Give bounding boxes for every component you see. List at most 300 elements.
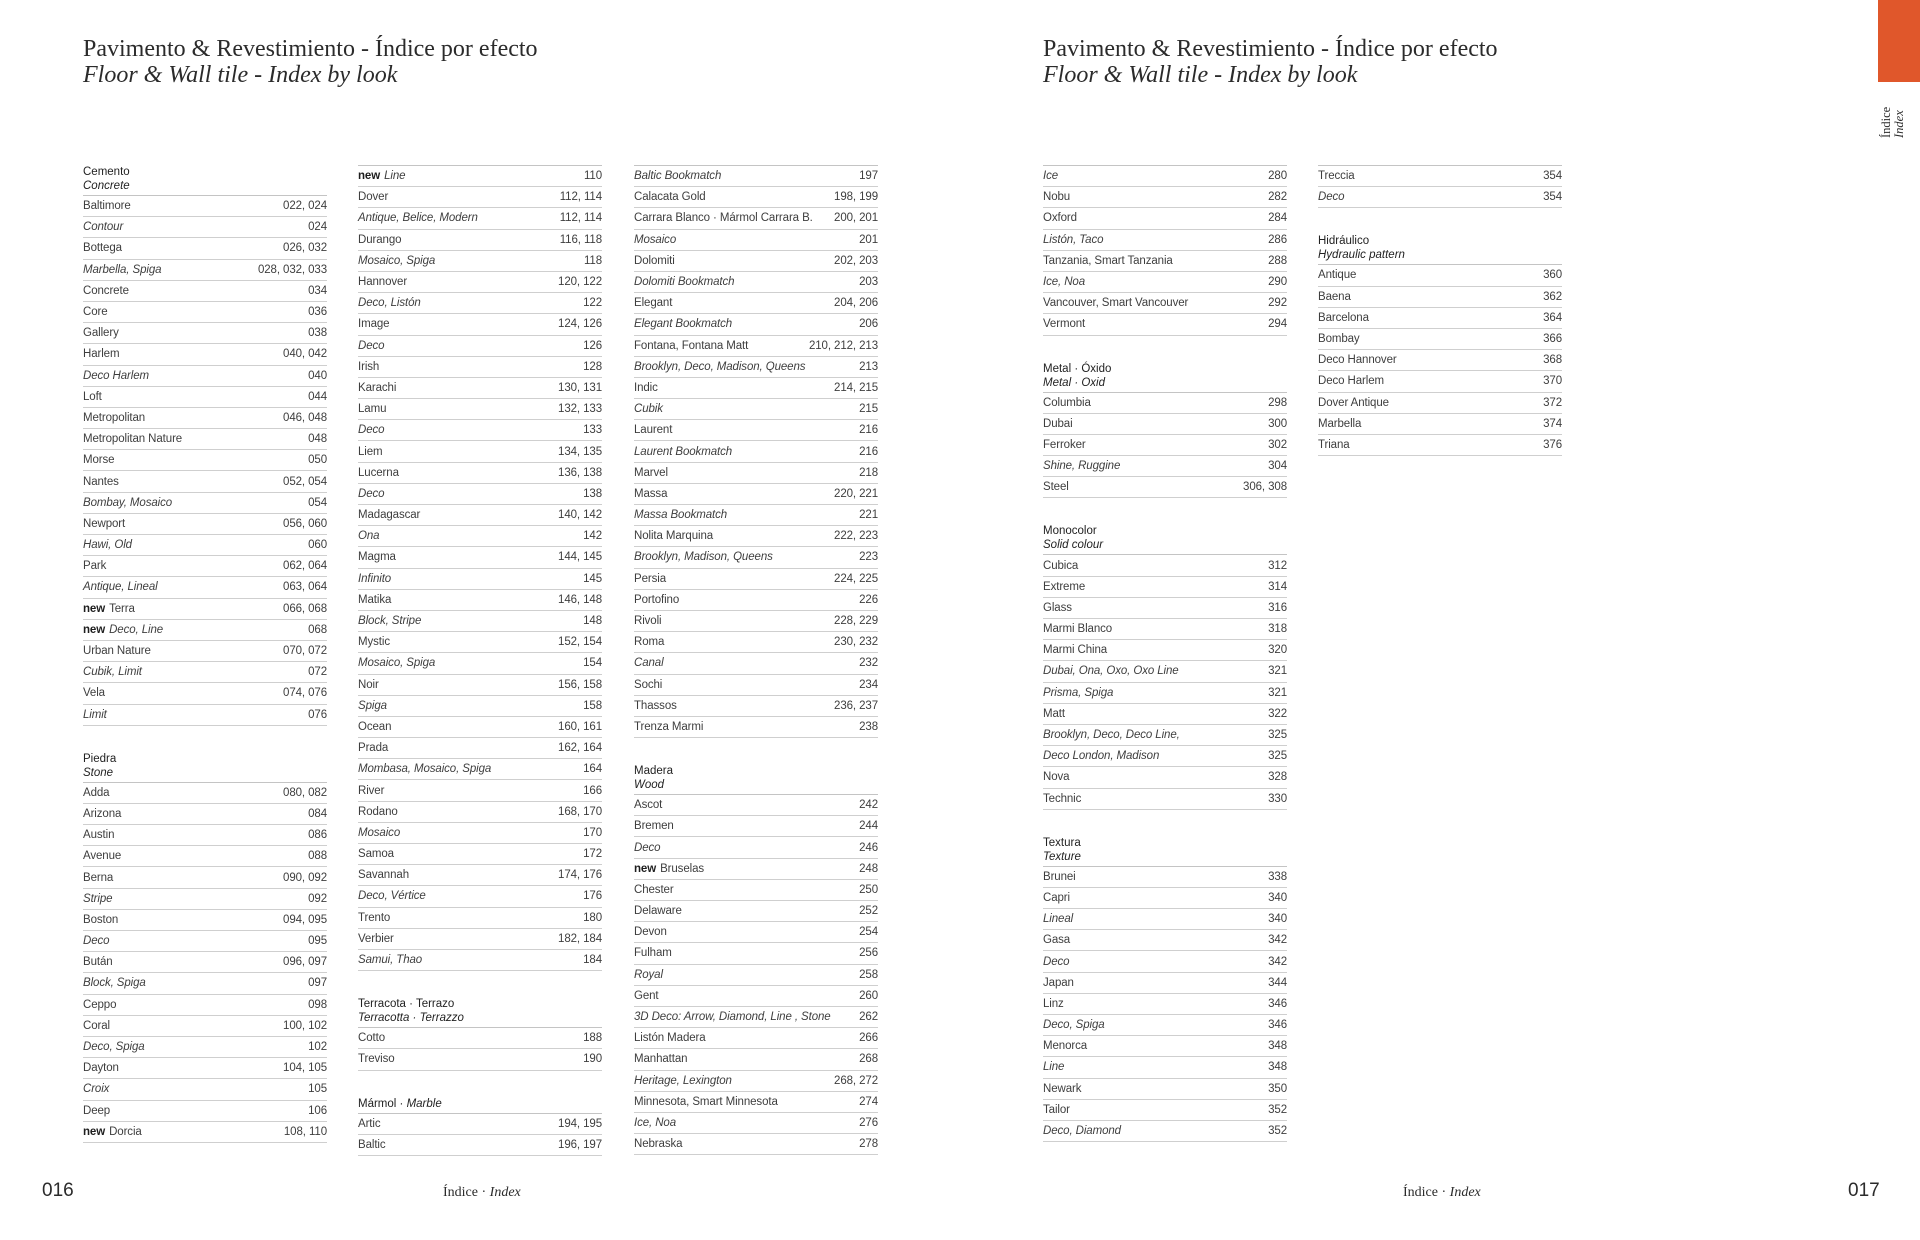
index-row [1318, 393, 1562, 414]
collection-name [1318, 375, 1384, 387]
collection-name [83, 560, 106, 572]
index-row [83, 514, 327, 535]
collection-name-text: Nolita Marquina [634, 530, 714, 543]
collection-name-text: Elegant [634, 297, 673, 310]
collection-name [634, 969, 663, 981]
collection-name [634, 1032, 706, 1044]
index-row [634, 859, 878, 880]
collection-name-text: Deco, Spiga [1043, 1019, 1105, 1032]
index-row [83, 493, 327, 514]
index-row [1043, 477, 1287, 498]
index-row [1043, 867, 1287, 888]
page-reference: 026, 032 [283, 242, 327, 255]
collection-name-text: Japan [1043, 976, 1074, 989]
page-reference: 374 [1543, 417, 1562, 430]
collection-name [1318, 191, 1344, 203]
collection-name-text: Elegant Bookmatch [634, 318, 733, 331]
collection-name [358, 318, 389, 330]
page-reference: 204, 206 [834, 297, 878, 310]
collection-name-text: Thassos [634, 699, 677, 712]
collection-name-text: Sochi [634, 678, 663, 691]
page-reference: 172 [583, 848, 602, 861]
right-page-header [1043, 36, 1498, 88]
page-reference: 350 [1268, 1082, 1287, 1095]
index-row [358, 208, 602, 229]
page-reference: 072 [308, 666, 327, 679]
index-row [83, 577, 327, 598]
collection-name [358, 827, 400, 839]
index-row [358, 569, 602, 590]
section-heading [358, 1097, 602, 1113]
page-reference: 346 [1268, 997, 1287, 1010]
index-row [358, 166, 602, 187]
collection-name [358, 679, 379, 691]
page-reference: 320 [1268, 644, 1287, 657]
collection-name-text: Bremen [634, 820, 674, 833]
index-row [358, 738, 602, 759]
section-title-es: Monocolor [1043, 525, 1097, 538]
collection-name-text: Infinito [358, 572, 392, 585]
index-row [1043, 555, 1287, 576]
page-reference: 134, 135 [558, 445, 602, 458]
index-list [358, 1027, 602, 1070]
page-reference: 298 [1268, 396, 1287, 409]
collection-name-text: Antique [1318, 269, 1357, 282]
collection-name-text: Minnesota, Smart Minnesota [634, 1095, 778, 1108]
collection-name-text: Royal [634, 968, 663, 981]
index-row [358, 314, 602, 335]
collection-name [1318, 439, 1350, 451]
collection-name-text: Cubik [634, 403, 663, 416]
collection-name [83, 914, 118, 926]
page-reference: 348 [1268, 1061, 1287, 1074]
collection-name [358, 573, 391, 585]
collection-name-text: Laurent Bookmatch [634, 445, 733, 458]
collection-name [358, 212, 478, 224]
footer-separator: · [477, 1185, 490, 1200]
collection-name [83, 518, 125, 530]
page-reference: 036 [308, 306, 327, 319]
index-row [1043, 973, 1287, 994]
collection-name [1043, 623, 1112, 635]
collection-name-text: Verbier [358, 932, 394, 945]
collection-name-text: Dolomiti [634, 254, 675, 267]
index-row [634, 675, 878, 696]
collection-name [1043, 871, 1076, 883]
collection-name-text: Deco Harlem [1318, 375, 1385, 388]
index-row [358, 1049, 602, 1070]
index-row [1043, 930, 1287, 951]
collection-name [634, 382, 658, 394]
collection-name [1043, 892, 1070, 904]
collection-name [1043, 560, 1078, 572]
collection-name-text: Indic [634, 381, 658, 394]
index-row [1043, 746, 1287, 767]
collection-name [1043, 977, 1074, 989]
page-reference: 252 [859, 905, 878, 918]
section-subtitle: Stone [83, 766, 114, 779]
index-row [358, 780, 602, 801]
index-row [1043, 208, 1287, 229]
collection-name-text: Core [83, 306, 108, 319]
collection-name-text: Heritage, Lexington [634, 1074, 732, 1087]
collection-name [358, 170, 405, 182]
section-title [1318, 234, 1562, 248]
collection-name [634, 721, 703, 733]
index-row [83, 556, 327, 577]
collection-name-text: Rivoli [634, 615, 662, 628]
collection-name-text: Laurent [634, 424, 673, 437]
page-reference: 254 [859, 926, 878, 939]
collection-name-text: Ice, Noa [1043, 276, 1086, 289]
collection-name [358, 869, 409, 881]
index-row [1043, 314, 1287, 335]
collection-name-text: Shine, Ruggine [1043, 460, 1121, 473]
page-reference: 288 [1268, 254, 1287, 267]
collection-name [1043, 191, 1070, 203]
collection-name [83, 285, 129, 297]
collection-name-text: Mosaico, Spiga [358, 657, 436, 670]
page-reference: 122 [583, 297, 602, 310]
collection-name [358, 594, 391, 606]
index-row [1043, 272, 1287, 293]
page-reference: 282 [1268, 191, 1287, 204]
index-row [1318, 371, 1562, 392]
collection-name [634, 170, 721, 182]
collection-name-text: Boston [83, 913, 119, 926]
collection-name-text: Vancouver, Smart Vancouver [1043, 297, 1189, 310]
collection-name [358, 424, 384, 436]
index-row [1318, 414, 1562, 435]
index-row [634, 463, 878, 484]
page-reference: 286 [1268, 233, 1287, 246]
page-reference: 318 [1268, 623, 1287, 636]
page-reference: 321 [1268, 686, 1287, 699]
collection-name-text: Manhattan [634, 1053, 688, 1066]
page-reference: 142 [583, 530, 602, 543]
page-reference: 228, 229 [834, 615, 878, 628]
index-row [358, 399, 602, 420]
page-title-en: Floor & Wall tile - Index by look [83, 62, 398, 88]
collection-name [634, 700, 677, 712]
page-reference: 284 [1268, 212, 1287, 225]
collection-name-text: Morse [83, 454, 115, 467]
page-reference: 260 [859, 989, 878, 1002]
index-row [1043, 619, 1287, 640]
section-title [358, 997, 602, 1011]
page-reference: 128 [583, 360, 602, 373]
collection-name-text: Liem [358, 445, 383, 458]
collection-name [634, 990, 659, 1002]
collection-name-text: Image [358, 318, 390, 331]
collection-name-text: Baltimore [83, 200, 131, 213]
page-reference: 095 [308, 935, 327, 948]
collection-name-text: Newark [1043, 1082, 1082, 1095]
collection-name [83, 787, 109, 799]
collection-name [634, 573, 666, 585]
collection-name [1043, 1125, 1121, 1137]
index-row [358, 251, 602, 272]
page-reference: 325 [1268, 750, 1287, 763]
collection-name [1318, 170, 1355, 182]
index-row [358, 336, 602, 357]
index-list [1318, 165, 1562, 208]
page-reference: 162, 164 [558, 742, 602, 755]
index-row [83, 1058, 327, 1079]
page-reference: 328 [1268, 771, 1287, 784]
section-subtitle: Wood [634, 779, 665, 792]
collection-name [634, 551, 773, 563]
collection-name [634, 297, 672, 309]
index-row [1043, 1036, 1287, 1057]
collection-name [358, 806, 398, 818]
collection-name-text: Bombay, Mosaico [83, 496, 173, 509]
collection-name-text: Canal [634, 657, 664, 670]
collection-name-text: Portofino [634, 593, 680, 606]
page-reference: 094, 095 [283, 913, 327, 926]
index-row [358, 632, 602, 653]
collection-name [1043, 212, 1077, 224]
section-title-es: Piedra [83, 752, 117, 765]
section-title-es: Hidráulico [1318, 235, 1370, 248]
collection-name-text: Durango [358, 233, 402, 246]
page-reference: 366 [1543, 333, 1562, 346]
index-section [1043, 524, 1287, 809]
collection-name [1043, 708, 1065, 720]
page-reference: 316 [1268, 601, 1287, 614]
page-reference: 306, 308 [1243, 481, 1287, 494]
page-reference: 034 [308, 284, 327, 297]
page-reference: 116, 118 [559, 233, 602, 246]
collection-name [634, 318, 732, 330]
collection-name [634, 1075, 732, 1087]
collection-name [634, 255, 675, 267]
page-reference: 340 [1268, 913, 1287, 926]
index-section [83, 752, 327, 1143]
index-row [358, 547, 602, 568]
page-reference: 088 [308, 850, 327, 863]
collection-name-text: Antique, Belice, Modern [358, 212, 478, 225]
section-subtitle: Texture [1043, 850, 1081, 863]
collection-name [634, 509, 727, 521]
index-row [358, 865, 602, 886]
collection-name-text: Prisma, Spiga [1043, 686, 1114, 699]
collection-name-text: Gasa [1043, 934, 1071, 947]
page-title-es: Pavimento & Revestimiento - Índice por efecto [1043, 36, 1498, 62]
collection-name [634, 820, 674, 832]
index-list [1318, 264, 1562, 456]
index-row [634, 1049, 878, 1070]
collection-name [83, 1020, 110, 1032]
index-row [634, 795, 878, 816]
index-row [83, 846, 327, 867]
page-reference: 090, 092 [283, 871, 327, 884]
page-reference: 292 [1268, 297, 1287, 310]
collection-name [634, 212, 813, 224]
footer-index-en: Index [489, 1185, 521, 1200]
page-reference: 120, 122 [558, 276, 602, 289]
collection-name [358, 382, 396, 394]
page-reference: 354 [1543, 191, 1562, 204]
collection-name-text: Triana [1318, 438, 1350, 451]
index-row [634, 816, 878, 837]
index-row [634, 441, 878, 462]
index-row [1043, 414, 1287, 435]
page-reference: 224, 225 [834, 572, 878, 585]
page-reference: 145 [583, 572, 602, 585]
index-row [634, 569, 878, 590]
index-row [83, 429, 327, 450]
collection-name-text: Austin [83, 829, 115, 842]
collection-name [634, 1138, 682, 1150]
collection-name [358, 340, 384, 352]
page-reference: 256 [859, 947, 878, 960]
page-reference: 360 [1543, 269, 1562, 282]
collection-name-text: Ocean [358, 720, 392, 733]
index-row [358, 908, 602, 929]
index-column-3 [634, 165, 878, 1181]
page-reference: 050 [308, 454, 327, 467]
index-row [358, 1135, 602, 1156]
collection-name-text: Gallery [83, 327, 119, 340]
page-reference: 098 [308, 998, 327, 1011]
collection-name [634, 842, 660, 854]
index-section [1043, 836, 1287, 1142]
collection-name-text: Deco Harlem [83, 369, 150, 382]
page-reference: 070, 072 [283, 645, 327, 658]
index-section [358, 997, 602, 1070]
collection-name-text: Hannover [358, 276, 408, 289]
page-reference: 280 [1268, 170, 1287, 183]
page-reference: 112, 114 [559, 212, 602, 225]
collection-name [83, 666, 142, 678]
page-reference: 246 [859, 841, 878, 854]
collection-name [634, 884, 674, 896]
index-row [634, 880, 878, 901]
index-row [358, 484, 602, 505]
index-section [358, 165, 602, 971]
collection-name-text: Metropolitan Nature [83, 433, 183, 446]
index-row [1043, 393, 1287, 414]
collection-name [1043, 771, 1069, 783]
page-reference: 370 [1543, 375, 1562, 388]
collection-name [358, 488, 384, 500]
index-section [83, 165, 327, 726]
index-row [634, 399, 878, 420]
page-reference: 213 [859, 360, 878, 373]
index-column-4 [1043, 165, 1287, 1168]
page-reference: 126 [583, 339, 602, 352]
index-row [634, 837, 878, 858]
index-list [1043, 554, 1287, 809]
page-reference: 124, 126 [558, 318, 602, 331]
section-title-es: Madera [634, 765, 673, 778]
collection-name-text: Ice, Noa [634, 1116, 677, 1129]
index-row [634, 1113, 878, 1134]
new-label: new [83, 602, 106, 615]
collection-name-text: Treccia [1318, 170, 1355, 183]
page-reference: 040, 042 [283, 348, 327, 361]
collection-name-text: Listón Madera [634, 1032, 706, 1045]
collection-name-text: Brunei [1043, 870, 1076, 883]
section-heading [1043, 362, 1287, 392]
index-section [1318, 234, 1562, 456]
section-title-es: Mármol [358, 1097, 397, 1110]
index-row [634, 632, 878, 653]
collection-name-text: Deco London, Madison [1043, 750, 1160, 763]
collection-name-text: Marmi Blanco [1043, 623, 1113, 636]
section-title-es: Metal · Óxido [1043, 362, 1112, 375]
index-column-2 [358, 165, 602, 1182]
collection-name [634, 615, 662, 627]
index-row [634, 230, 878, 251]
page-reference: 348 [1268, 1040, 1287, 1053]
page-reference: 102 [308, 1041, 327, 1054]
page-reference: 322 [1268, 707, 1287, 720]
collection-name [358, 234, 401, 246]
index-section [1318, 165, 1562, 208]
index-row [83, 705, 327, 726]
collection-name [634, 947, 672, 959]
index-row [1043, 1057, 1287, 1078]
index-row [358, 717, 602, 738]
collection-name-text: Deco [83, 935, 110, 948]
collection-name [1043, 602, 1072, 614]
index-row [358, 463, 602, 484]
collection-name [634, 1053, 687, 1065]
collection-name-text: Terra [109, 602, 135, 615]
collection-name-text: Marmi China [1043, 644, 1108, 657]
index-row [1318, 435, 1562, 456]
index-row [634, 590, 878, 611]
collection-name [1043, 439, 1086, 451]
side-label-en: Index [1892, 110, 1906, 138]
page-reference: 244 [859, 820, 878, 833]
index-row [358, 230, 602, 251]
page-reference: 222, 223 [834, 530, 878, 543]
collection-name-text: Magma [358, 551, 396, 564]
section-title: Mármol · Marble [358, 1097, 442, 1110]
index-row [358, 653, 602, 674]
collection-name [634, 1117, 676, 1129]
page-reference: 180 [583, 911, 602, 924]
new-label: new [83, 623, 106, 636]
index-row [358, 187, 602, 208]
index-row [83, 1122, 327, 1143]
collection-name [634, 467, 668, 479]
collection-name [83, 808, 121, 820]
index-list [1043, 165, 1287, 336]
collection-name-text: Metropolitan [83, 411, 146, 424]
collection-name-text: Dubai, Ona, Oxo, Oxo Line [1043, 665, 1179, 678]
collection-name-text: Bottega [83, 242, 122, 255]
collection-name-text: Madagascar [358, 509, 421, 522]
collection-name-text: Karachi [358, 381, 397, 394]
collection-name [83, 872, 113, 884]
section-subtitle: Solid colour [1043, 539, 1104, 552]
collection-name-text: Concrete [83, 284, 129, 297]
index-row [83, 641, 327, 662]
collection-name [1043, 255, 1173, 267]
collection-name-text: Artic [358, 1117, 381, 1130]
index-row [634, 1007, 878, 1028]
page-reference: 234 [859, 678, 878, 691]
right-page-number: 017 [1848, 1180, 1880, 1201]
section-title [83, 165, 327, 179]
collection-name-text: Avenue [83, 850, 122, 863]
page-reference: 105 [308, 1083, 327, 1096]
collection-name [358, 446, 383, 458]
